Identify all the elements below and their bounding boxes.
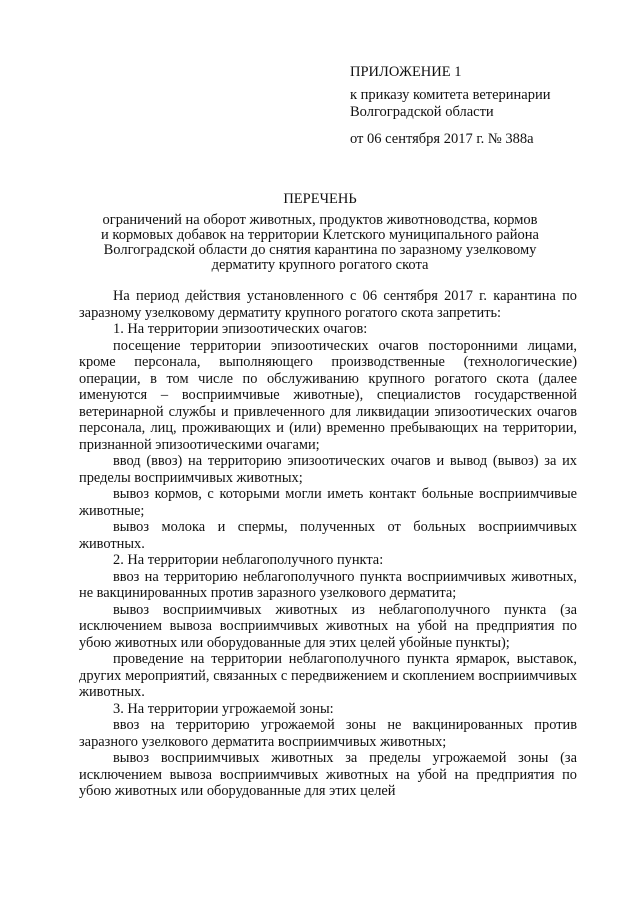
subtitle-line: Волгоградской области до снятия карантина по заразному узелковому [103, 242, 537, 258]
appendix-region-line: Волгоградской области [350, 104, 494, 120]
paragraph: посещение территории эпизоотических очагов посторонними лицами, кроме персонала, выполняющего производственные (технологические) операции, в том числе по обслуживанию крупного рогатого скота (далее именуются – восприимчивые животные), специалистов государственной ветеринарной службы и привлеченного для ликвидации эпизоотических очагов персонала, лиц, проживающих и (или) временно пребывающих на территории, признанной эпизоотическими очагами; [79, 337, 577, 453]
appendix-block [350, 64, 610, 148]
subtitle-line: ограничений на оборот животных, продуктов животноводства, кормов [102, 212, 538, 228]
section-heading-3: 3. На территории угрожаемой зоны: [113, 700, 334, 717]
paragraph: вывоз кормов, с которыми могли иметь контакт больные восприимчивые животные; [79, 486, 577, 519]
document-subtitle [60, 213, 580, 273]
section-heading-1: 1. На территории эпизоотических очагов: [113, 321, 368, 337]
document-title: ПЕРЕЧЕНЬ [283, 191, 357, 207]
paragraph: ввоз на территорию неблагополучного пункта восприимчивых животных, не вакцинированных против заразного узелкового дерматита; [79, 568, 577, 601]
appendix-date-line: от 06 сентября 2017 г. № 388а [350, 131, 534, 147]
paragraph: проведение на территории неблагополучного пункта ярмарок, выставок, других мероприятий, связанных с передвижением и скоплением восприимчивых животных. [79, 651, 577, 700]
paragraph: ввоз на территорию угрожаемой зоны не вакцинированных против заразного узелкового дерматита восприимчивых животных; [79, 717, 577, 750]
intro-paragraph: На период действия установленного с 06 сентября 2017 г. карантина по заразному узелковому дерматиту крупного рогатого скота запретить: [79, 288, 577, 321]
appendix-title: ПРИЛОЖЕНИЕ 1 [350, 64, 462, 80]
paragraph: ввод (ввоз) на территорию эпизоотических очагов и вывод (вывоз) за их пределы восприимчивых животных; [79, 453, 577, 486]
subtitle-line: дерматиту крупного рогатого скота [211, 257, 429, 273]
appendix-order-line: к приказу комитета ветеринарии [350, 87, 551, 103]
document-body [79, 288, 577, 800]
paragraph: вывоз молока и спермы, полученных от больных восприимчивых животных. [79, 519, 577, 552]
paragraph: вывоз восприимчивых животных из неблагополучного пункта (за исключением вывоза восприимчивых животных на убой на предприятия по убою животных или оборудованные для этих целей убойные пункты); [79, 601, 577, 651]
paragraph: вывоз восприимчивых животных за пределы угрожаемой зоны (за исключением вывоза восприимчивых животных на убой на предприятия по убою животных или оборудованные для этих целей [79, 750, 577, 799]
subtitle-line: и кормовых добавок на территории Клетского муниципального района [101, 227, 539, 243]
section-heading-2: 2. На территории неблагополучного пункта: [113, 552, 384, 568]
